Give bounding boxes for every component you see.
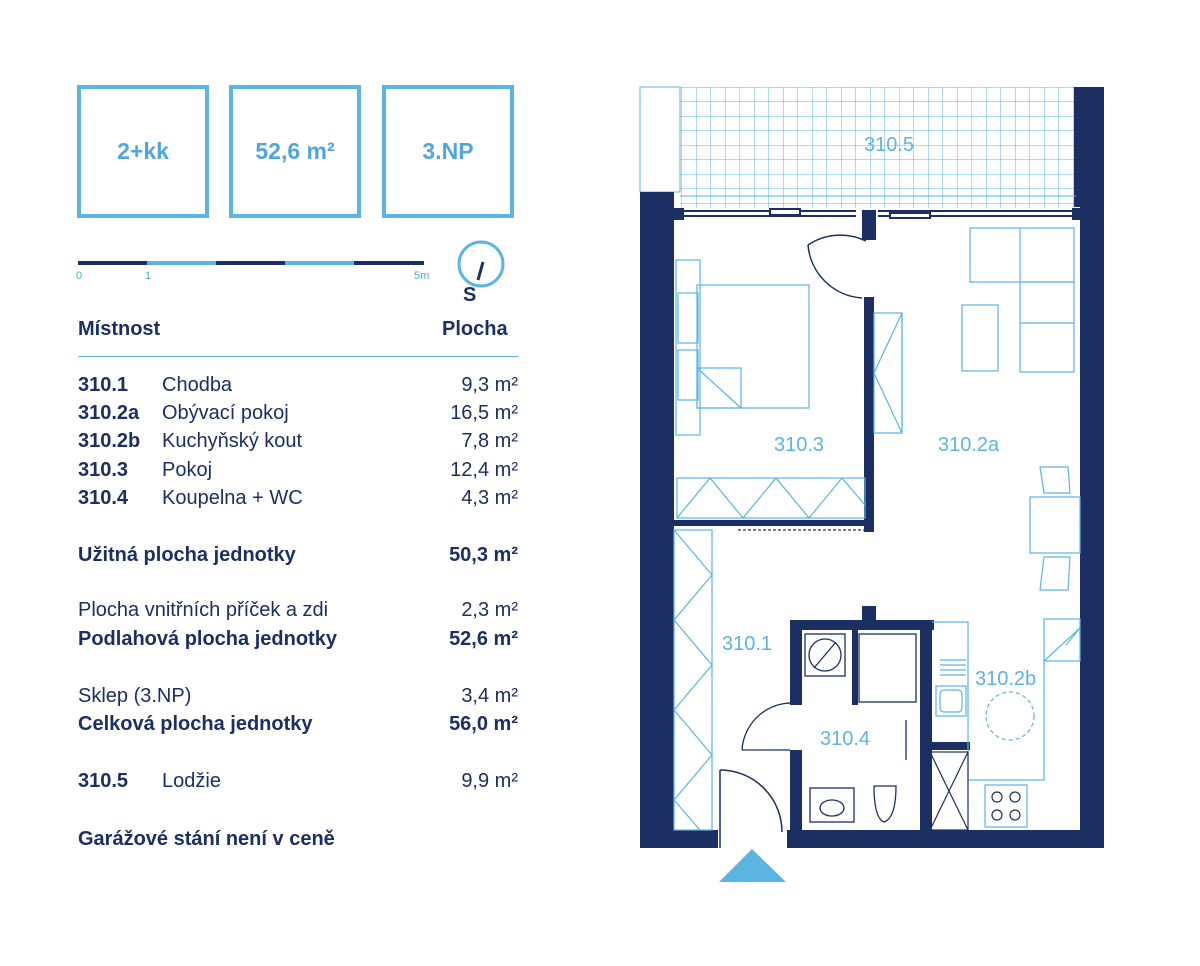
loggia-area: 9,9 m²: [461, 770, 518, 792]
room-code: 310.2b: [78, 430, 141, 452]
cellar-value: 3,4 m²: [461, 685, 518, 707]
balcony-windows: [684, 209, 1072, 218]
entrance-arrow-icon: [719, 849, 786, 882]
floor-area-value: 52,6 m²: [449, 628, 518, 650]
usable-area-label: Užitná plocha jednotky: [78, 544, 296, 566]
total-area-label: Celková plocha jednotky: [78, 713, 313, 735]
room-label-310-3: 310.3: [774, 434, 825, 456]
room-area: 12,4 m²: [450, 459, 518, 481]
scale-label-end: 5m: [414, 270, 430, 282]
scale-label-mid: 1: [145, 270, 152, 282]
entry-door: [720, 770, 782, 848]
room-label-310-2a: 310.2a: [938, 434, 1000, 456]
parking-note: Garážové stání není v ceně: [78, 828, 335, 850]
kitchen: [930, 622, 1044, 830]
room-area: 16,5 m²: [450, 402, 518, 424]
room-name: Koupelna + WC: [162, 487, 303, 509]
room-area: 7,8 m²: [461, 430, 518, 452]
cellar-label: Sklep (3.NP): [78, 685, 192, 707]
balcony-door: [808, 210, 876, 298]
room-area: 9,3 m²: [461, 374, 518, 396]
room-code: 310.2a: [78, 402, 140, 424]
room-name: Kuchyňský kout: [162, 430, 303, 452]
compass-label: S: [463, 284, 477, 306]
room-area: 4,3 m²: [461, 487, 518, 509]
hallway-wardrobe: [674, 530, 865, 830]
layout-box: 2+kk: [77, 85, 209, 218]
partitions-label: Plocha vnitřních příček a zdi: [78, 599, 329, 621]
room-label-310-2b: 310.2b: [975, 668, 1037, 690]
room-name: Chodba: [162, 374, 233, 396]
room-label-310-4: 310.4: [820, 728, 871, 750]
usable-area-value: 50,3 m²: [449, 544, 518, 566]
room-name: Pokoj: [162, 459, 213, 481]
room-code: 310.3: [78, 459, 129, 481]
total-area-value: 56,0 m²: [449, 713, 518, 735]
room-name: Obývací pokoj: [162, 402, 289, 424]
room-label-310-5: 310.5: [864, 134, 915, 156]
floor-box: 3.NP: [382, 85, 514, 218]
interior-walls: [674, 297, 970, 832]
col-area-header: Plocha: [442, 318, 508, 340]
floor-area-label: Podlahová plocha jednotky: [78, 628, 337, 650]
scale-label-start: 0: [76, 270, 83, 282]
room-code: 310.1: [78, 374, 129, 396]
loggia-code: 310.5: [78, 770, 129, 792]
loggia-name: Lodžie: [162, 770, 221, 792]
col-room-header: Místnost: [78, 318, 161, 340]
room-code: 310.4: [78, 487, 129, 509]
partitions-value: 2,3 m²: [461, 599, 518, 621]
room-label-310-1: 310.1: [722, 633, 773, 655]
area-box: 52,6 m²: [229, 85, 361, 218]
